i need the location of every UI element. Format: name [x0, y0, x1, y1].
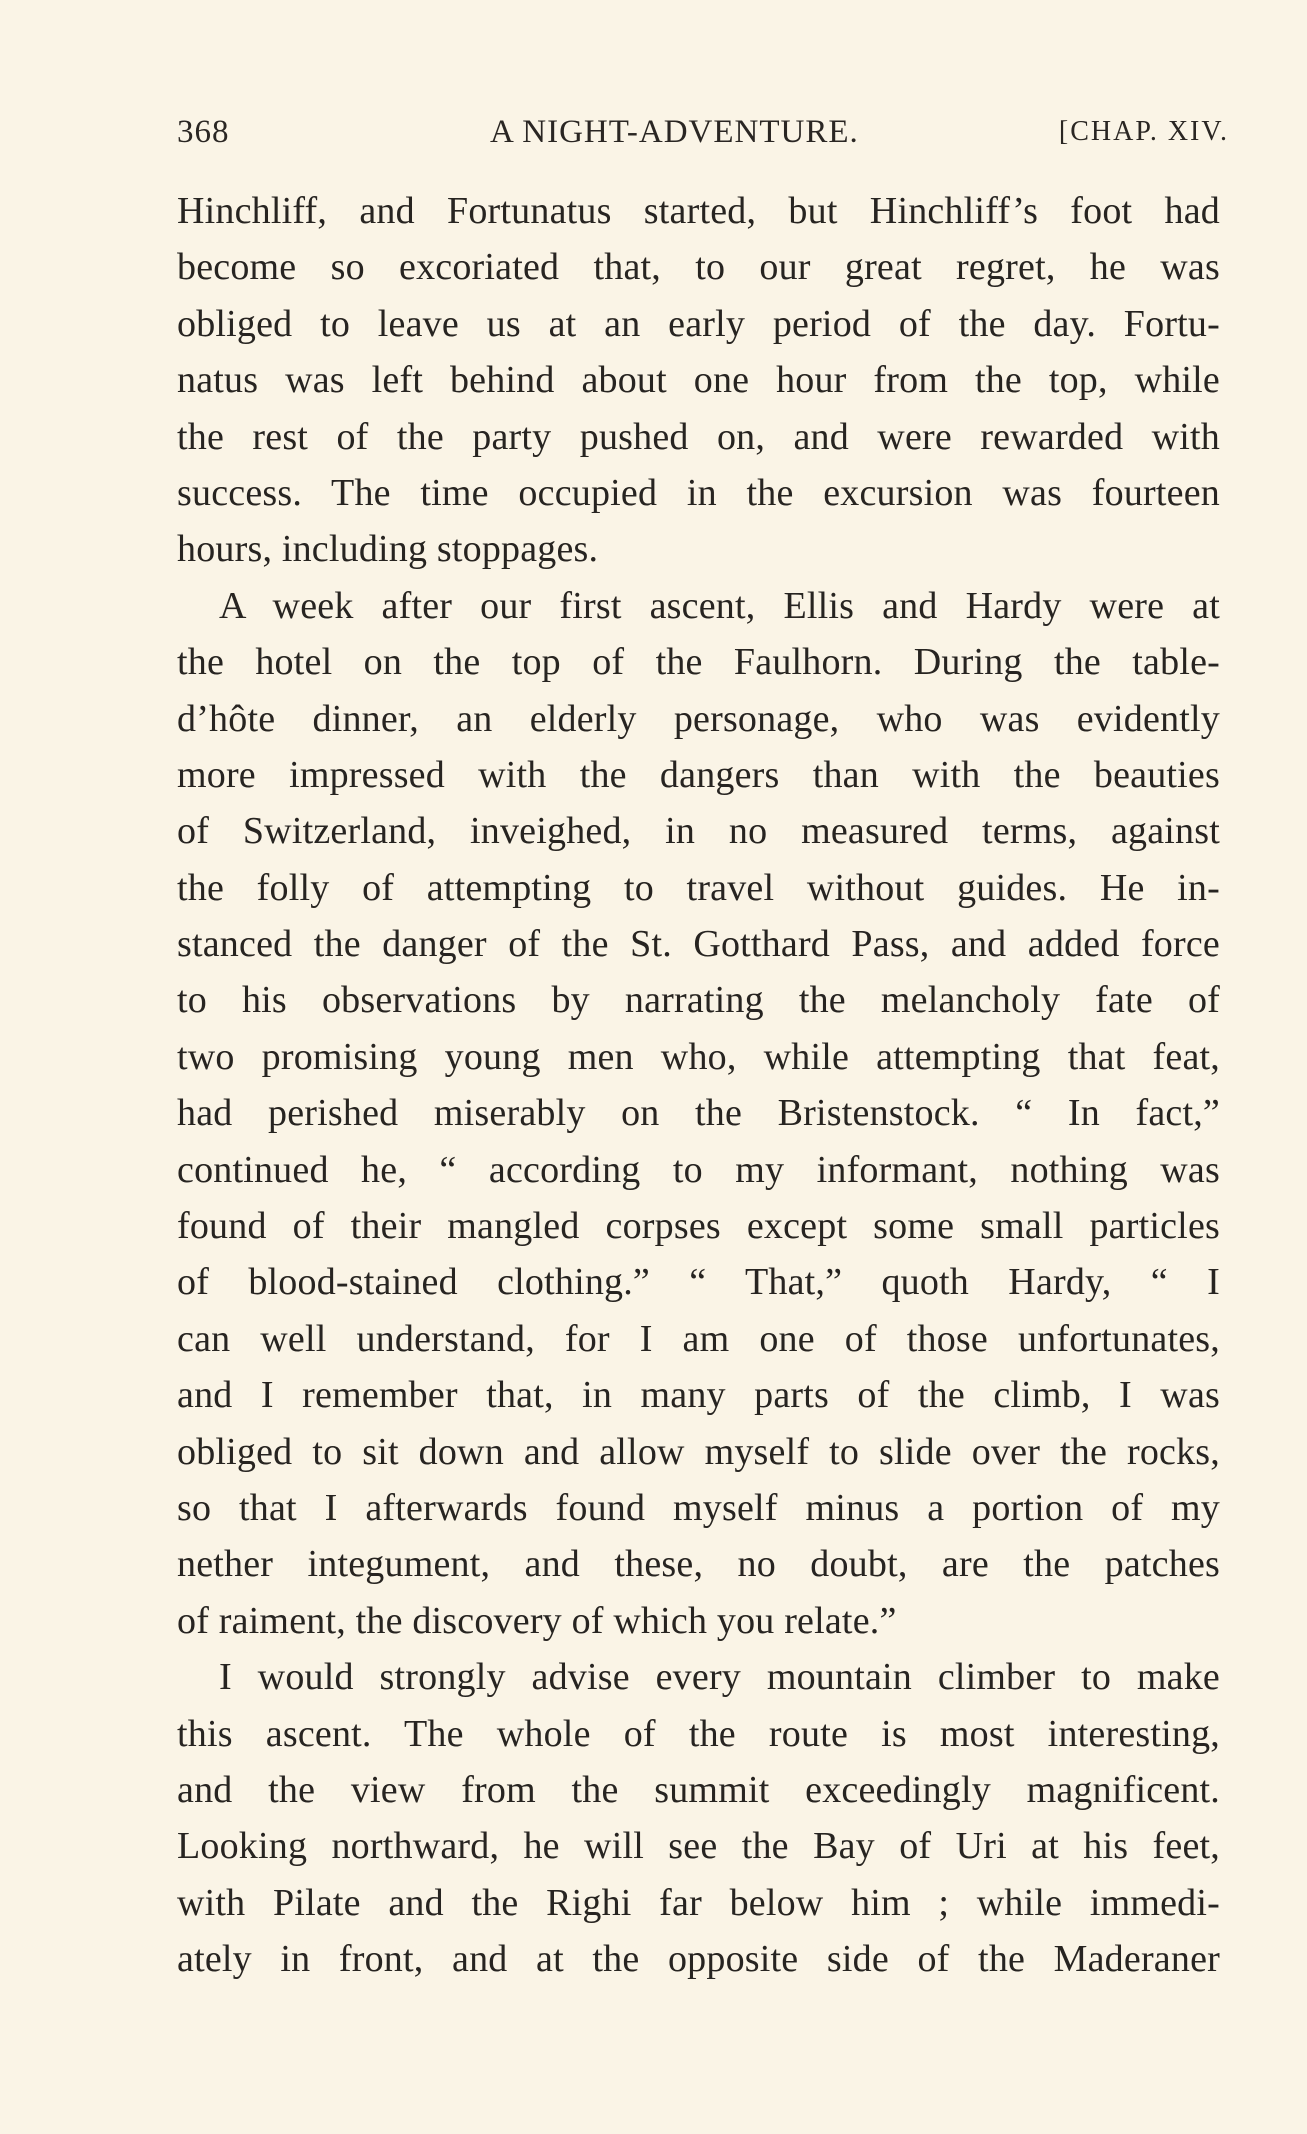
text-line: found of their mangled corpses except some small particles	[177, 1205, 1220, 1248]
text-line: and I remember that, in many parts of the climb, I was	[177, 1374, 1220, 1417]
text-line: natus was left behind about one hour from the top, while	[177, 359, 1220, 402]
text-line: success. The time occupied in the excursion was fourteen	[177, 471, 1220, 514]
text-line: A week after our first ascent, Ellis and Hardy were at	[219, 584, 1220, 627]
text-line: obliged to sit down and allow myself to slide over the rocks,	[177, 1430, 1220, 1473]
text-line: the folly of attempting to travel without guides. He in-	[177, 866, 1220, 909]
text-line: more impressed with the dangers than with the beauties	[177, 753, 1220, 796]
text-line: d’hôte dinner, an elderly personage, who was evidently	[177, 697, 1220, 740]
text-line: this ascent. The whole of the route is most interesting,	[177, 1712, 1220, 1755]
running-title: A NIGHT-ADVENTURE.	[490, 114, 859, 150]
text-line: stanced the danger of the St. Gotthard Pass, and added force	[177, 923, 1220, 966]
page-number: 368	[177, 114, 230, 150]
text-line: ately in front, and at the opposite side of the Maderaner	[177, 1938, 1220, 1981]
text-line: the hotel on the top of the Faulhorn. During the table-	[177, 641, 1220, 684]
text-line: the rest of the party pushed on, and were rewarded with	[177, 415, 1220, 458]
text-line: of blood-stained clothing.” “ That,” quoth Hardy, “ I	[177, 1261, 1220, 1304]
text-line: had perished miserably on the Bristenstock. “ In fact,”	[177, 1092, 1220, 1135]
text-line: Looking northward, he will see the Bay of Uri at his feet,	[177, 1825, 1220, 1868]
text-line: so that I afterwards found myself minus a portion of my	[177, 1486, 1220, 1529]
text-line: and the view from the summit exceedingly magnificent.	[177, 1768, 1220, 1811]
text-line: with Pilate and the Righi far below him ; while immedi-	[177, 1881, 1220, 1924]
text-line: hours, including stoppages.	[177, 528, 599, 571]
text-line: two promising young men who, while attempting that feat,	[177, 1035, 1220, 1078]
text-line: of Switzerland, inveighed, in no measured terms, against	[177, 810, 1220, 853]
text-line: Hinchliff, and Fortunatus started, but Hinchliff’s foot had	[177, 190, 1220, 232]
text-line: of raiment, the discovery of which you relate.”	[177, 1599, 897, 1642]
text-line: continued he, “ according to my informant, nothing was	[177, 1148, 1220, 1191]
text-line: become so excoriated that, to our great regret, he was	[177, 246, 1220, 289]
chapter-reference: [CHAP. XIV.	[1058, 116, 1229, 147]
text-line: obliged to leave us at an early period of the day. Fortu-	[177, 302, 1220, 345]
text-line: to his observations by narrating the melancholy fate of	[177, 979, 1220, 1022]
text-line: nether integument, and these, no doubt, are the patches	[177, 1543, 1220, 1586]
text-line: I would strongly advise every mountain climber to make	[219, 1656, 1220, 1699]
text-line: can well understand, for I am one of those unfortunates,	[177, 1317, 1220, 1360]
body-text	[177, 183, 1220, 1988]
page-header	[177, 110, 1229, 154]
